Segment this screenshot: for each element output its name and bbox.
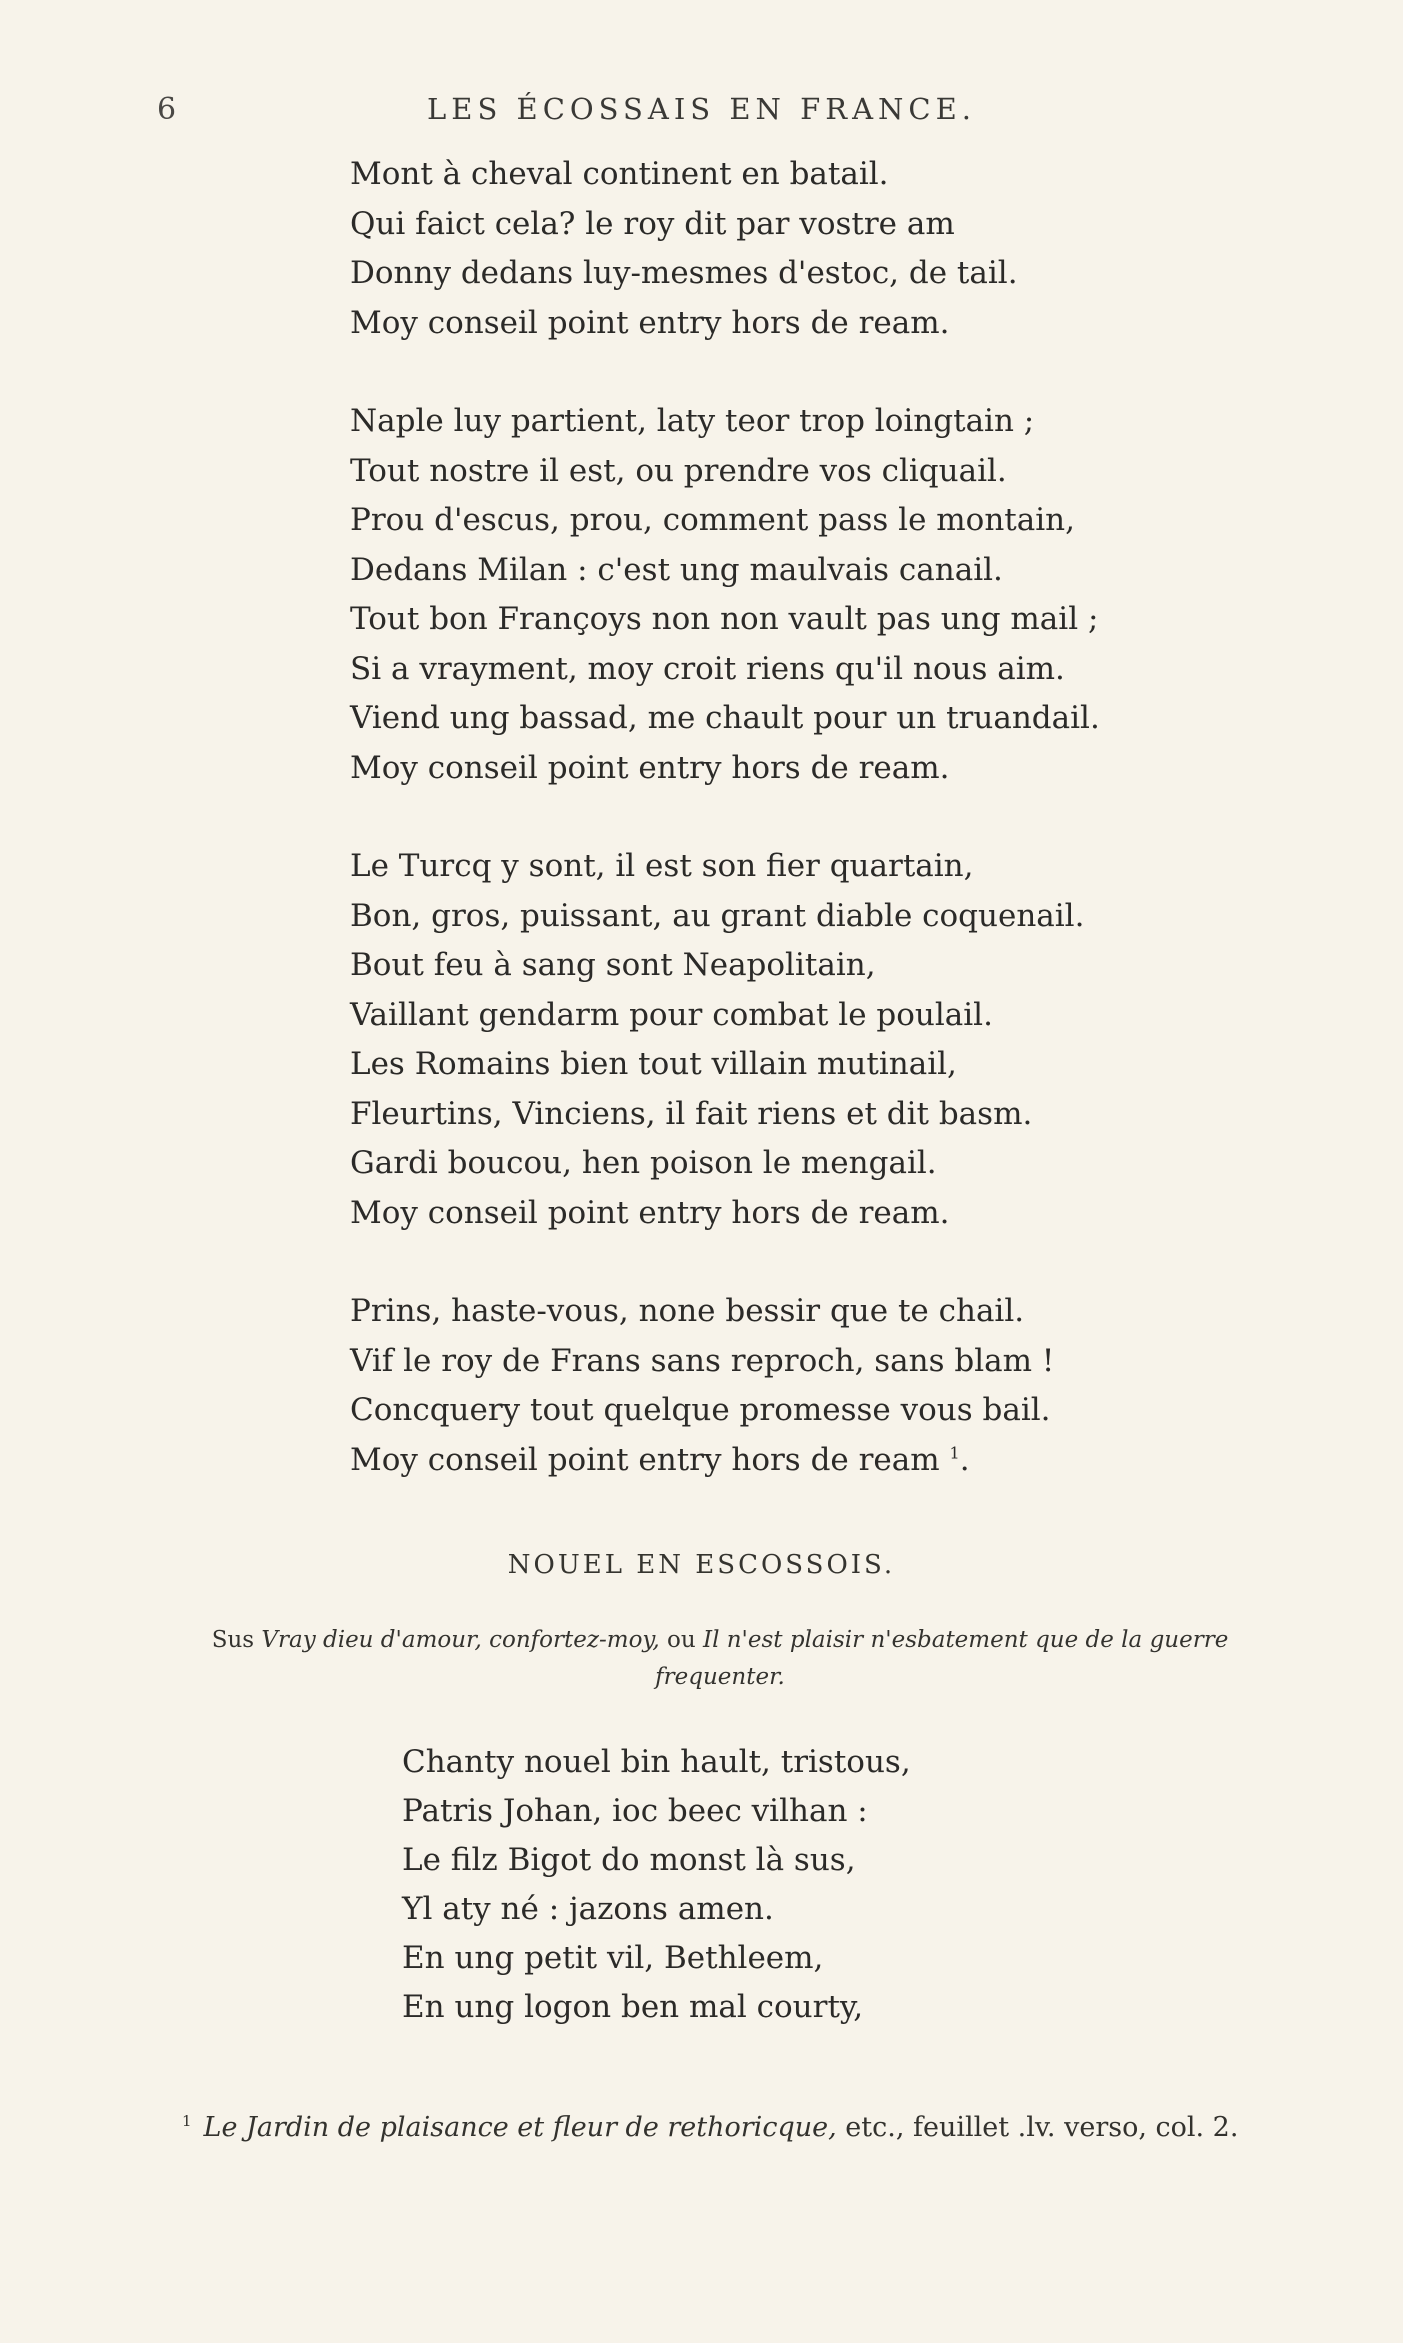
- poem-stanza-3: [350, 842, 1084, 1238]
- subtitle-lead: Sus: [211, 1627, 255, 1653]
- section-subtitle: [180, 1622, 1260, 1696]
- subtitle-tune-2: Il n'est plaisir n'esbatement que de la guerre frequenter.: [655, 1627, 1229, 1690]
- verse-line: Tout nostre il est, ou prendre vos cliquail.: [350, 452, 1007, 489]
- verse-line: En ung petit vil, Bethleem,: [402, 1940, 824, 1976]
- verse-line: Bout feu à sang sont Neapolitain,: [350, 947, 876, 983]
- verse-line: Naple luy partient, laty teor trop loingtain ;: [350, 403, 1035, 439]
- verse-line: En ung logon ben mal courty,: [402, 1989, 864, 2025]
- verse-line: Dedans Milan : c'est ung maulvais canail.: [350, 551, 1003, 588]
- verse-line: Vaillant gendarm pour combat le poulail.: [350, 996, 993, 1033]
- poem-stanza-4: [350, 1287, 1054, 1485]
- verse-line: Donny dedans luy-mesmes d'estoc, de tail.: [350, 255, 1018, 291]
- footnote-number: 1: [182, 2112, 192, 2130]
- verse-line: Le Turcq y sont, il est son fier quartain,: [350, 848, 974, 884]
- subtitle-conjunction: ou: [667, 1627, 696, 1653]
- verse-line: Fleurtins, Vinciens, il fait riens et dit basm.: [350, 1095, 1033, 1132]
- verse-line: Gardi boucou, hen poison le mengail.: [350, 1145, 937, 1181]
- noel-verse: [402, 1738, 911, 2032]
- verse-line: Tout bon Françoys non non vault pas ung mail ;: [350, 601, 1099, 637]
- verse-line-punctuation: .: [959, 1441, 970, 1478]
- subtitle-tune-1: Vray dieu d'amour, confortez-moy,: [261, 1627, 660, 1653]
- footnote-source-title: Le Jardin de plaisance et fleur de rethoricque,: [203, 2112, 837, 2143]
- footnote-reference[interactable]: 1: [949, 1443, 960, 1463]
- verse-line: Moy conseil point entry hors de ream.: [350, 749, 950, 786]
- verse-line: Le filz Bigot do monst là sus,: [402, 1842, 856, 1878]
- verse-line: Moy conseil point entry hors de ream.: [350, 304, 950, 341]
- verse-line: Mont à cheval continent en batail.: [350, 156, 889, 192]
- verse-line: Si a vrayment, moy croit riens qu'il nous aim.: [350, 650, 1065, 687]
- verse-line: Viend ung bassad, me chault pour un truandail.: [350, 700, 1100, 736]
- verse-line: Qui faict cela? le roy dit par vostre am: [350, 205, 955, 242]
- verse-line: Prins, haste-vous, none bessir que te chail.: [350, 1293, 1025, 1329]
- verse-line: Concquery tout quelque promesse vous bail.: [350, 1392, 1051, 1428]
- footnote: [182, 2112, 1238, 2143]
- page-number: 6: [157, 92, 178, 127]
- verse-line: Patris Johan, ioc beec vilhan :: [402, 1793, 868, 1829]
- verse-line: Vif le roy de Frans sans reproch, sans blam !: [350, 1342, 1055, 1379]
- verse-line: Chanty nouel bin hault, tristous,: [402, 1744, 911, 1780]
- poem-stanza-1: [350, 150, 1018, 348]
- verse-line: Moy conseil point entry hors de ream.: [350, 1194, 950, 1231]
- verse-line-text: Moy conseil point entry hors de ream: [350, 1441, 940, 1478]
- verse-line: Bon, gros, puissant, au grant diable coquenail.: [350, 897, 1085, 934]
- poem-stanza-2: [350, 397, 1100, 793]
- verse-line: Yl aty né : jazons amen.: [402, 1891, 774, 1927]
- footnote-citation: etc., feuillet .lv. verso, col. 2.: [845, 2112, 1239, 2143]
- section-title: NOUEL EN ESCOSSOIS.: [507, 1550, 896, 1580]
- verse-line-final: [350, 1436, 1054, 1486]
- verse-line: Les Romains bien tout villain mutinail,: [350, 1046, 957, 1082]
- verse-line: Prou d'escus, prou, comment pass le montain,: [350, 502, 1075, 538]
- running-title: LES ÉCOSSAIS EN FRANCE.: [427, 92, 976, 126]
